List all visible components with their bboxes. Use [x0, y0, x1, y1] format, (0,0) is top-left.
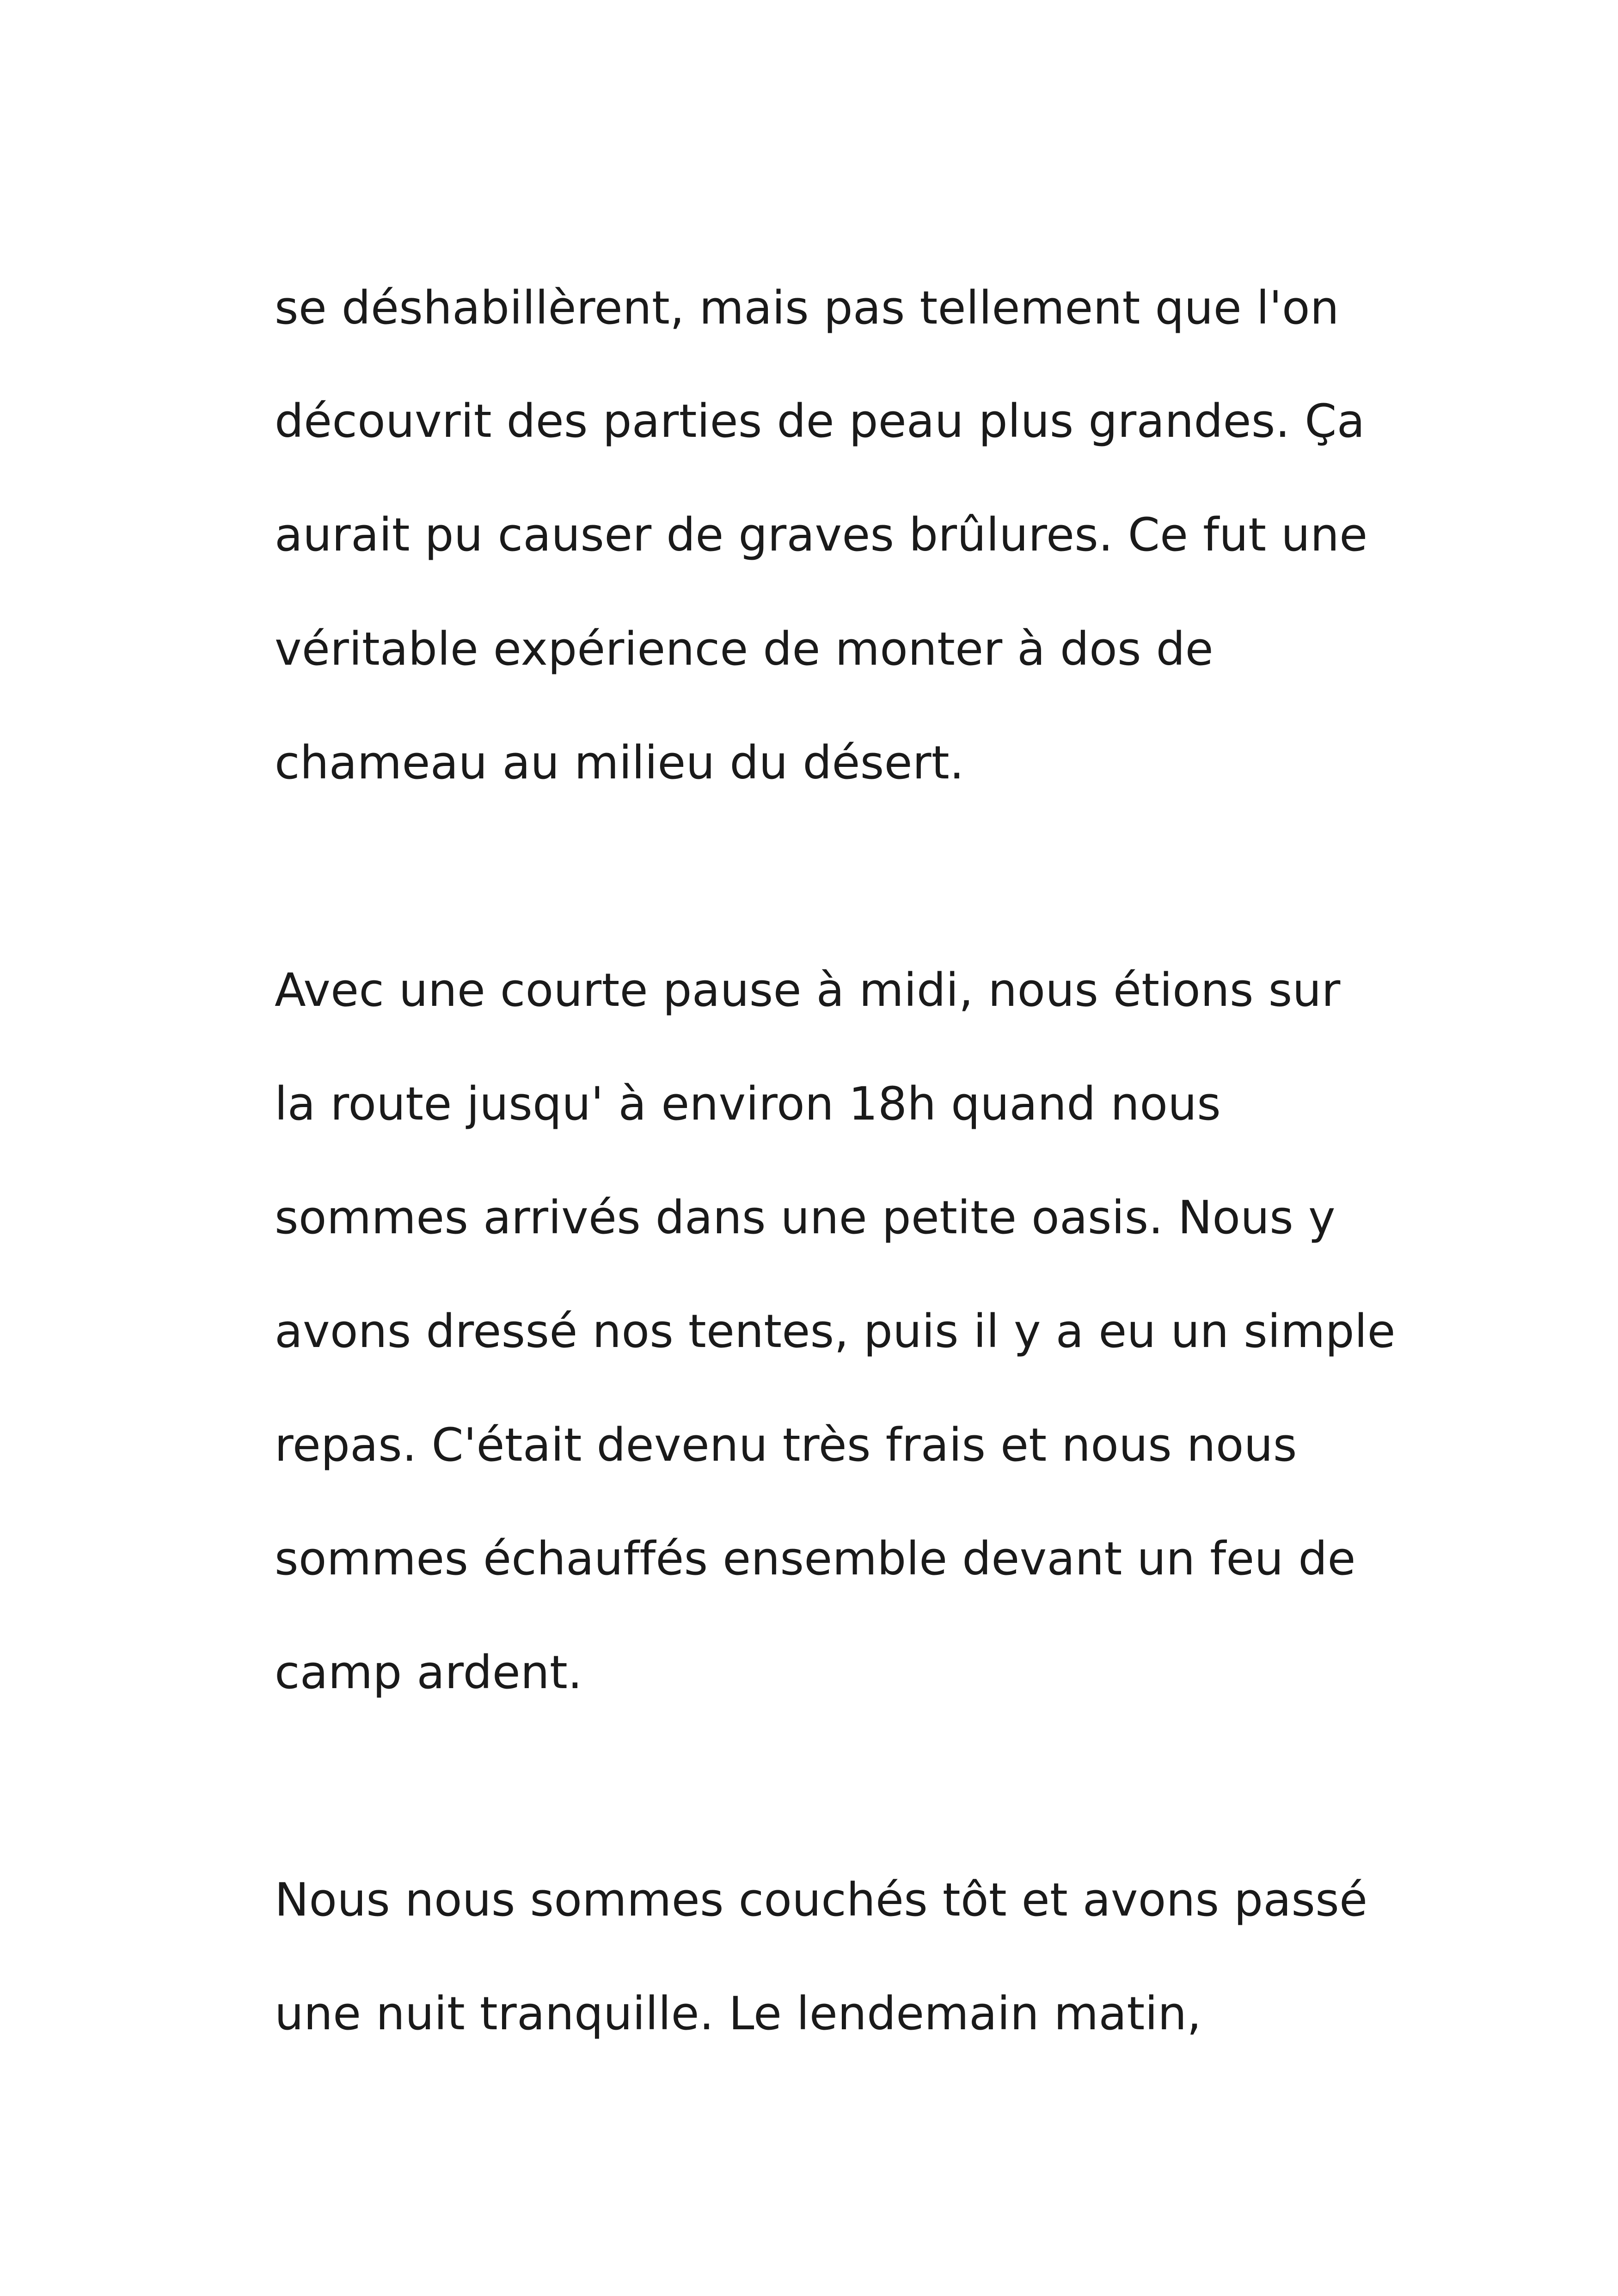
- text-line: Nous nous sommes couchés tôt et avons passé: [275, 1874, 1368, 1927]
- text-line: se déshabillèrent, mais pas tellement que l'on: [275, 282, 1339, 335]
- text-line: Avec une courte pause à midi, nous étions sur: [275, 964, 1341, 1017]
- text-line: aurait pu causer de graves brûlures. Ce fut une: [275, 508, 1368, 562]
- text-line: sommes échauffés ensemble devant un feu de: [275, 1532, 1356, 1586]
- text-line: camp ardent.: [275, 1646, 582, 1699]
- text-line: sommes arrivés dans une petite oasis. Nous y: [275, 1191, 1336, 1244]
- text-line: repas. C'était devenu très frais et nous nous: [275, 1419, 1297, 1472]
- text-line: découvrit des parties de peau plus grandes. Ça: [275, 395, 1365, 448]
- text-line: chameau au milieu du désert.: [275, 736, 964, 790]
- text-line: véritable expérience de monter à dos de: [275, 623, 1214, 676]
- text-line: une nuit tranquille. Le lendemain matin,: [275, 1987, 1202, 2040]
- text-line: la route jusqu' à environ 18h quand nous: [275, 1078, 1221, 1131]
- text-line: avons dressé nos tentes, puis il y a eu un simple: [275, 1305, 1396, 1358]
